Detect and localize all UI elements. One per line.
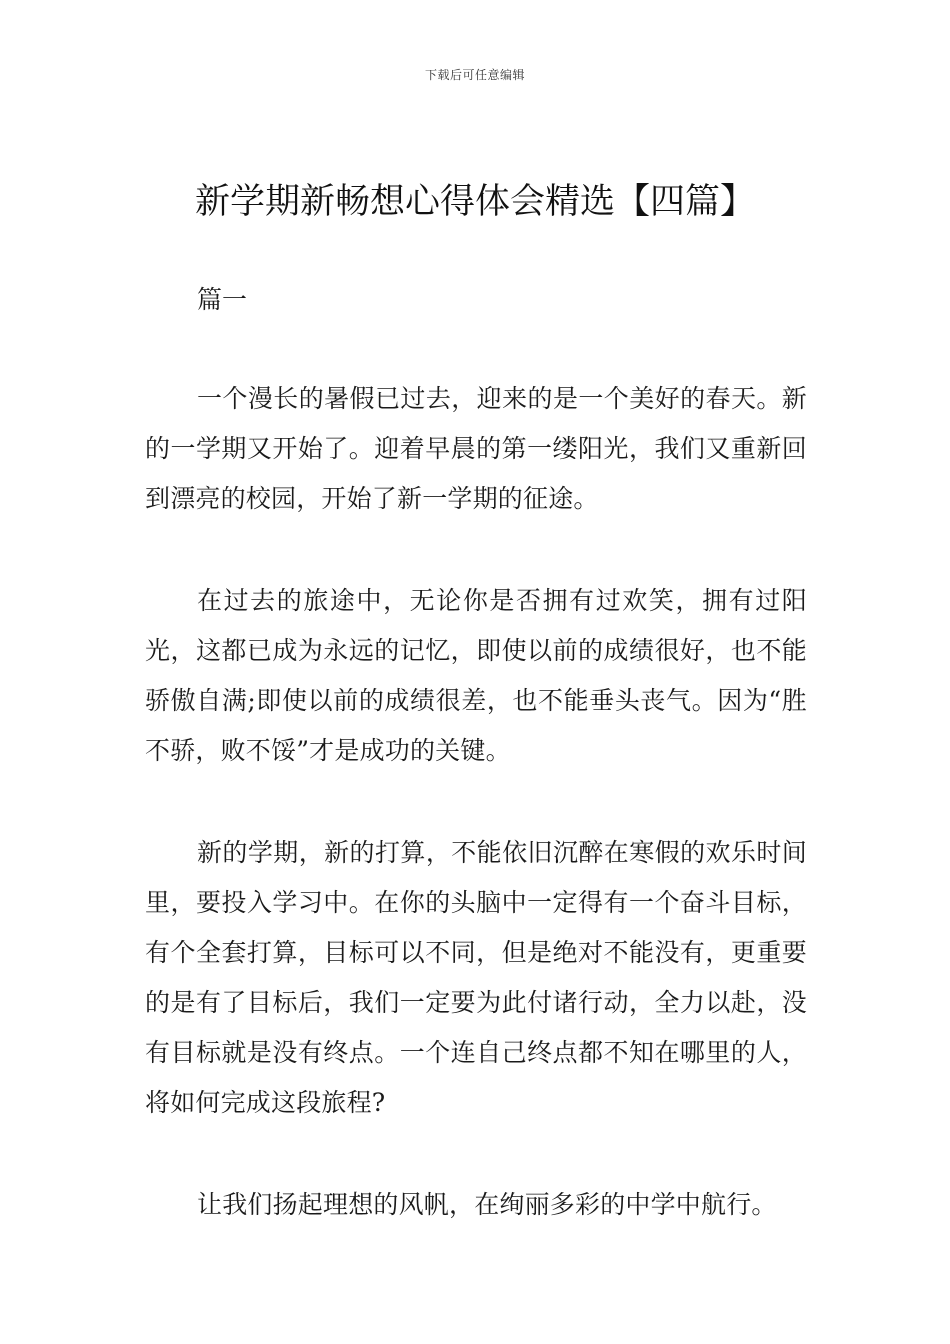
- paragraph-4: 让我们扬起理想的风帆，在绚丽多彩的中学中航行。: [197, 1190, 777, 1219]
- document-body: [145, 374, 807, 1282]
- section-heading: 篇一: [197, 285, 248, 314]
- paragraph-3: 新的学期，新的打算，不能依旧沉醉在寒假的欢乐时间里，要投入学习中。在你的头脑中一定得有一个奋斗目标，有个全套打算，目标可以不同，但是绝对不能没有，更重要的是有了目标后，我们一定要为此付诸行动，全力以赴，没有目标就是没有终点。一个连自己终点都不知在哪里的人，将如何完成这段旅程?: [145, 838, 807, 1117]
- paragraph-2: 在过去的旅途中，无论你是否拥有过欢笑，拥有过阳光，这都已成为永远的记忆，即使以前的成绩很好，也不能骄傲自满;即使以前的成绩很差，也不能垂头丧气。因为“胜不骄，败不馁”才是成功的关键。: [145, 586, 807, 765]
- document-title: 新学期新畅想心得体会精选【四篇】: [194, 182, 755, 222]
- paragraph-1: 一个漫长的暑假已过去，迎来的是一个美好的春天。新的一学期又开始了。迎着早晨的第一缕阳光，我们又重新回到漂亮的校园，开始了新一学期的征途。: [145, 384, 807, 513]
- page-header-note: 下载后可任意编辑: [424, 68, 525, 82]
